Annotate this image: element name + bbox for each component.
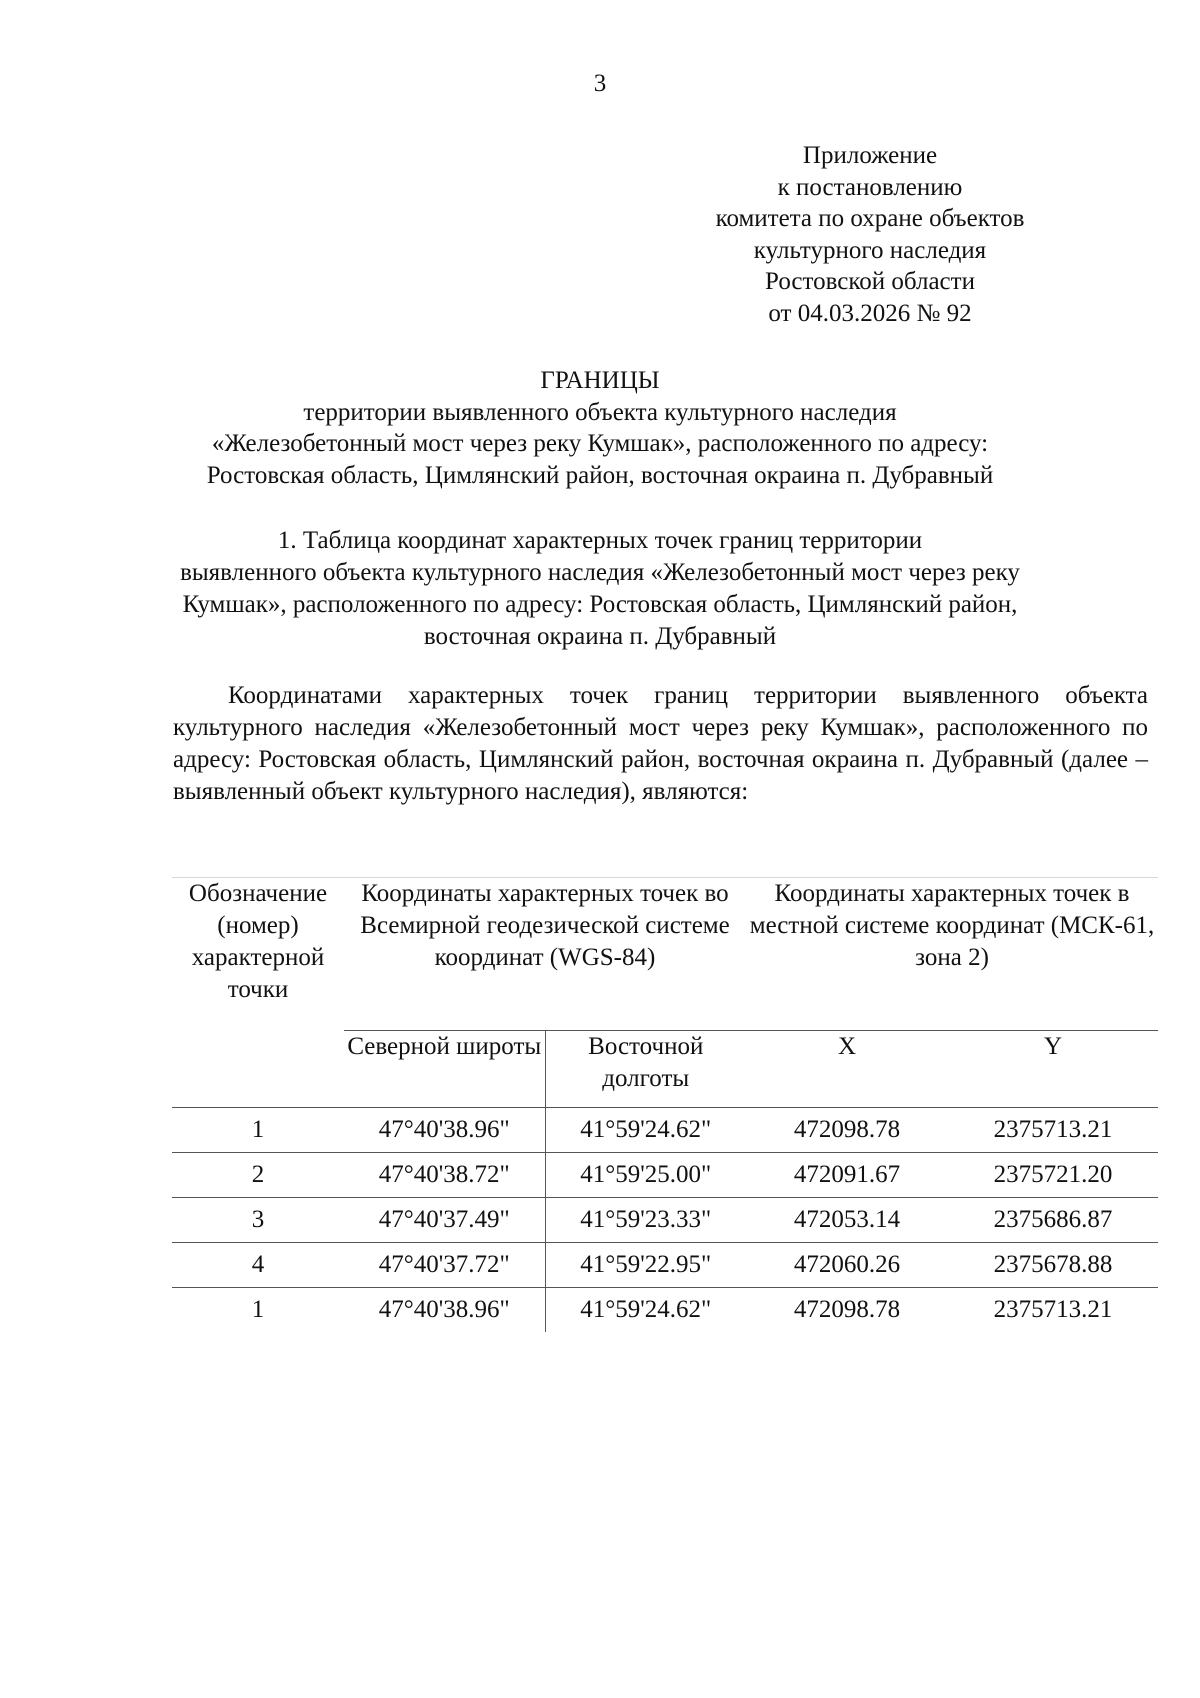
- table-row: [172, 1198, 1158, 1243]
- intro-paragraph: Координатами характерных точек границ территории выявленного объекта культурного наследия «Железобетонный мост через реку Кумшак», расположенного по адресу: Ростовская область, Цимлянский район, восточная окраина п. Дубравный (далее – выявленный объект культурного наследия), являются:: [173, 682, 1148, 805]
- appendix-line: Ростовской области: [765, 268, 975, 295]
- cell-point: 3: [172, 1198, 344, 1243]
- cell-x: 472053.14: [746, 1198, 948, 1243]
- cell-longitude: 41°59'23.33": [545, 1198, 746, 1243]
- cell-x: 472060.26: [746, 1243, 948, 1288]
- cell-latitude: 47°40'37.72": [344, 1243, 545, 1288]
- header-longitude: Восточной долготы: [545, 1031, 746, 1108]
- table-row: [172, 1288, 1158, 1333]
- cell-latitude: 47°40'38.96": [344, 1108, 545, 1153]
- cell-x: 472098.78: [746, 1288, 948, 1333]
- section-line: 1. Таблица координат характерных точек границ территории: [277, 527, 923, 554]
- cell-y: 2375713.21: [948, 1288, 1158, 1333]
- coordinates-table: [172, 877, 1158, 1332]
- section-heading: [150, 525, 1050, 653]
- table-row: [172, 1153, 1158, 1198]
- cell-y: 2375686.87: [948, 1198, 1158, 1243]
- header-y: Y: [948, 1031, 1158, 1108]
- table-header-row: [172, 878, 1158, 1031]
- cell-x: 472091.67: [746, 1153, 948, 1198]
- cell-longitude: 41°59'24.62": [545, 1288, 746, 1333]
- table-row: [172, 1243, 1158, 1288]
- cell-point: 2: [172, 1153, 344, 1198]
- cell-latitude: 47°40'37.49": [344, 1198, 545, 1243]
- cell-longitude: 41°59'24.62": [545, 1108, 746, 1153]
- title-line: Ростовская область, Цимлянский район, восточная окраина п. Дубравный: [206, 461, 994, 489]
- document-title: [150, 365, 1050, 491]
- title-heading: ГРАНИЦЫ: [540, 367, 660, 394]
- table-row: [172, 1108, 1158, 1153]
- section-line: Кумшак», расположенного по адресу: Ростовская область, Цимлянский район,: [182, 591, 1018, 618]
- header-latitude: Северной широты: [344, 1031, 545, 1108]
- appendix-line: культурного наследия: [753, 236, 987, 264]
- header-msk: Координаты характерных точек в местной системе координат (МСК-61, зона 2): [746, 878, 1158, 1031]
- cell-longitude: 41°59'25.00": [545, 1153, 746, 1198]
- section-line: восточная окраина п. Дубравный: [423, 623, 777, 650]
- cell-latitude: 47°40'38.72": [344, 1153, 545, 1198]
- cell-point: 1: [172, 1108, 344, 1153]
- cell-y: 2375678.88: [948, 1243, 1158, 1288]
- cell-y: 2375713.21: [948, 1108, 1158, 1153]
- header-x: X: [746, 1031, 948, 1108]
- page-number: 3: [593, 70, 607, 97]
- cell-y: 2375721.20: [948, 1153, 1158, 1198]
- cell-x: 472098.78: [746, 1108, 948, 1153]
- cell-longitude: 41°59'22.95": [545, 1243, 746, 1288]
- header-wgs: Координаты характерных точек во Всемирной геодезической системе координат (WGS-84): [344, 878, 746, 1031]
- header-point: Обозначение (номер) характерной точки: [172, 878, 344, 1108]
- title-line: территории выявленного объекта культурного наследия: [303, 398, 897, 426]
- cell-point: 1: [172, 1288, 344, 1333]
- appendix-block: [700, 140, 1040, 329]
- section-line: выявленного объекта культурного наследия «Железобетонный мост через реку: [180, 559, 1020, 586]
- title-line: «Железобетонный мост через реку Кумшак», расположенного по адресу:: [211, 430, 989, 457]
- cell-latitude: 47°40'38.96": [344, 1288, 545, 1333]
- appendix-line: к постановлению: [777, 173, 963, 201]
- cell-point: 4: [172, 1243, 344, 1288]
- appendix-line: комитета по охране объектов: [715, 205, 1025, 232]
- appendix-line: от 04.03.2026 № 92: [768, 299, 972, 327]
- appendix-line: Приложение: [802, 142, 938, 169]
